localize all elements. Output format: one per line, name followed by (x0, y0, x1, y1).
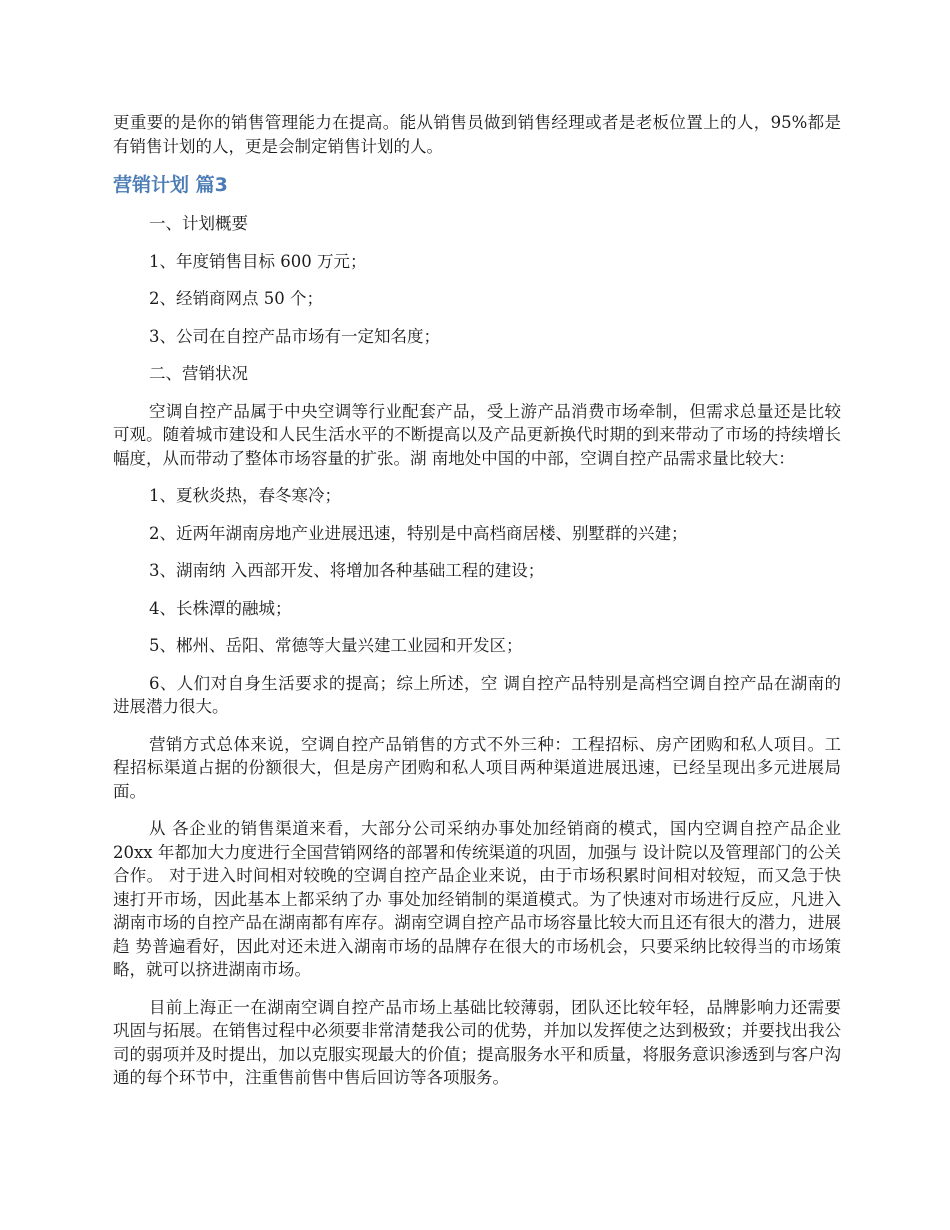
overview-title: 一、计划概要 (149, 214, 248, 233)
status-item: 1、夏秋炎热，春冬寒冷； (149, 486, 341, 505)
status-item-6: 6、人们对自身生活要求的提高；综上所述，空 调自控产品特别是高档空调自控产品在湖南的进展潜力很大。 (113, 673, 841, 716)
status-title: 二、营销状况 (149, 364, 248, 383)
overview-item: 1、年度销售目标 600 万元； (149, 251, 367, 271)
status-item: 3、湖南纳 入西部开发、将增加各种基础工程的建设； (149, 561, 545, 580)
intro-paragraph: 更重要的是你的销售管理能力在提高。能从销售员做到销售经理或者是老板位置上的人，95%都是有销售计划的人，更是会制定销售计划的人。 (113, 113, 841, 156)
overview-item: 3、公司在自控产品市场有一定知名度； (149, 326, 440, 346)
status-paragraph: 空调自控产品属于中央空调等行业配套产品，受上游产品消费市场牵制，但需求总量还是比较可观。随着城市建设和人民生活水平的不断提高以及产品更新换代时期的到来带动了市场的持续增长幅度，从而带动了整体市场容量的扩张。湖 南地处中国的中部，空调自控产品需求量比较大： (113, 401, 841, 468)
channels-paragraph: 营销方式总体来说，空调自控产品销售的方式不外三种：工程招标、房产团购和私人项目。工程招标渠道占据的份额很大，但是房产团购和私人项目两种渠道进展迅速，已经呈现出多元进展局面。 (113, 734, 841, 801)
status-item: 5、郴州、岳阳、常德等大量兴建工业园和开发区； (149, 636, 523, 655)
status-item: 2、近两年湖南房地产业进展迅速，特别是中高档商居楼、别墅群的兴建； (149, 523, 688, 543)
company-paragraph: 目前上海正一在湖南空调自控产品市场上基础比较薄弱，团队还比较年轻，品牌影响力还需要巩固与拓展。在销售过程中必须要非常清楚我公司的优势，并加以发挥使之达到极致；并要找出我公司的弱项并及时提出，加以克服实现最大的价值；提高服务水平和质量，将服务意识渗透到与客户沟通的每个环节中，注重售前售中售后回访等各项服务。 (113, 997, 841, 1087)
status-item: 4、长株潭的融城； (149, 598, 292, 618)
document-page (113, 111, 841, 1104)
overview-item: 2、经销商网点 50 个； (149, 289, 323, 308)
enterprise-paragraph: 从 各企业的销售渠道来看，大部分公司采纳办事处加经销商的模式，国内空调自控产品企业 20xx 年都加大力度进行全国营销网络的部署和传统渠道的巩固，加强与 设计院以及管理部门的公关合作。 对于进入时间相对较晚的空调自控产品企业来说，由于市场积累时间相对较短，而又急于快速打开市场，因此基本上都采纳了办 事处加经销制的渠道模式。为了快速对市场进行反应，凡进入湖南市场的自控产品在湖南都有库存。湖南空调自控产品市场容量比较大而且还有很大的潜力，进展趋 势普遍看好，因此对还未进入湖南市场的品牌存在很大的市场机会，只要采纳比较得当的市场策略，就可以挤进湖南市场。 (113, 819, 841, 979)
section-heading: 营销计划 篇3 (113, 174, 228, 196)
